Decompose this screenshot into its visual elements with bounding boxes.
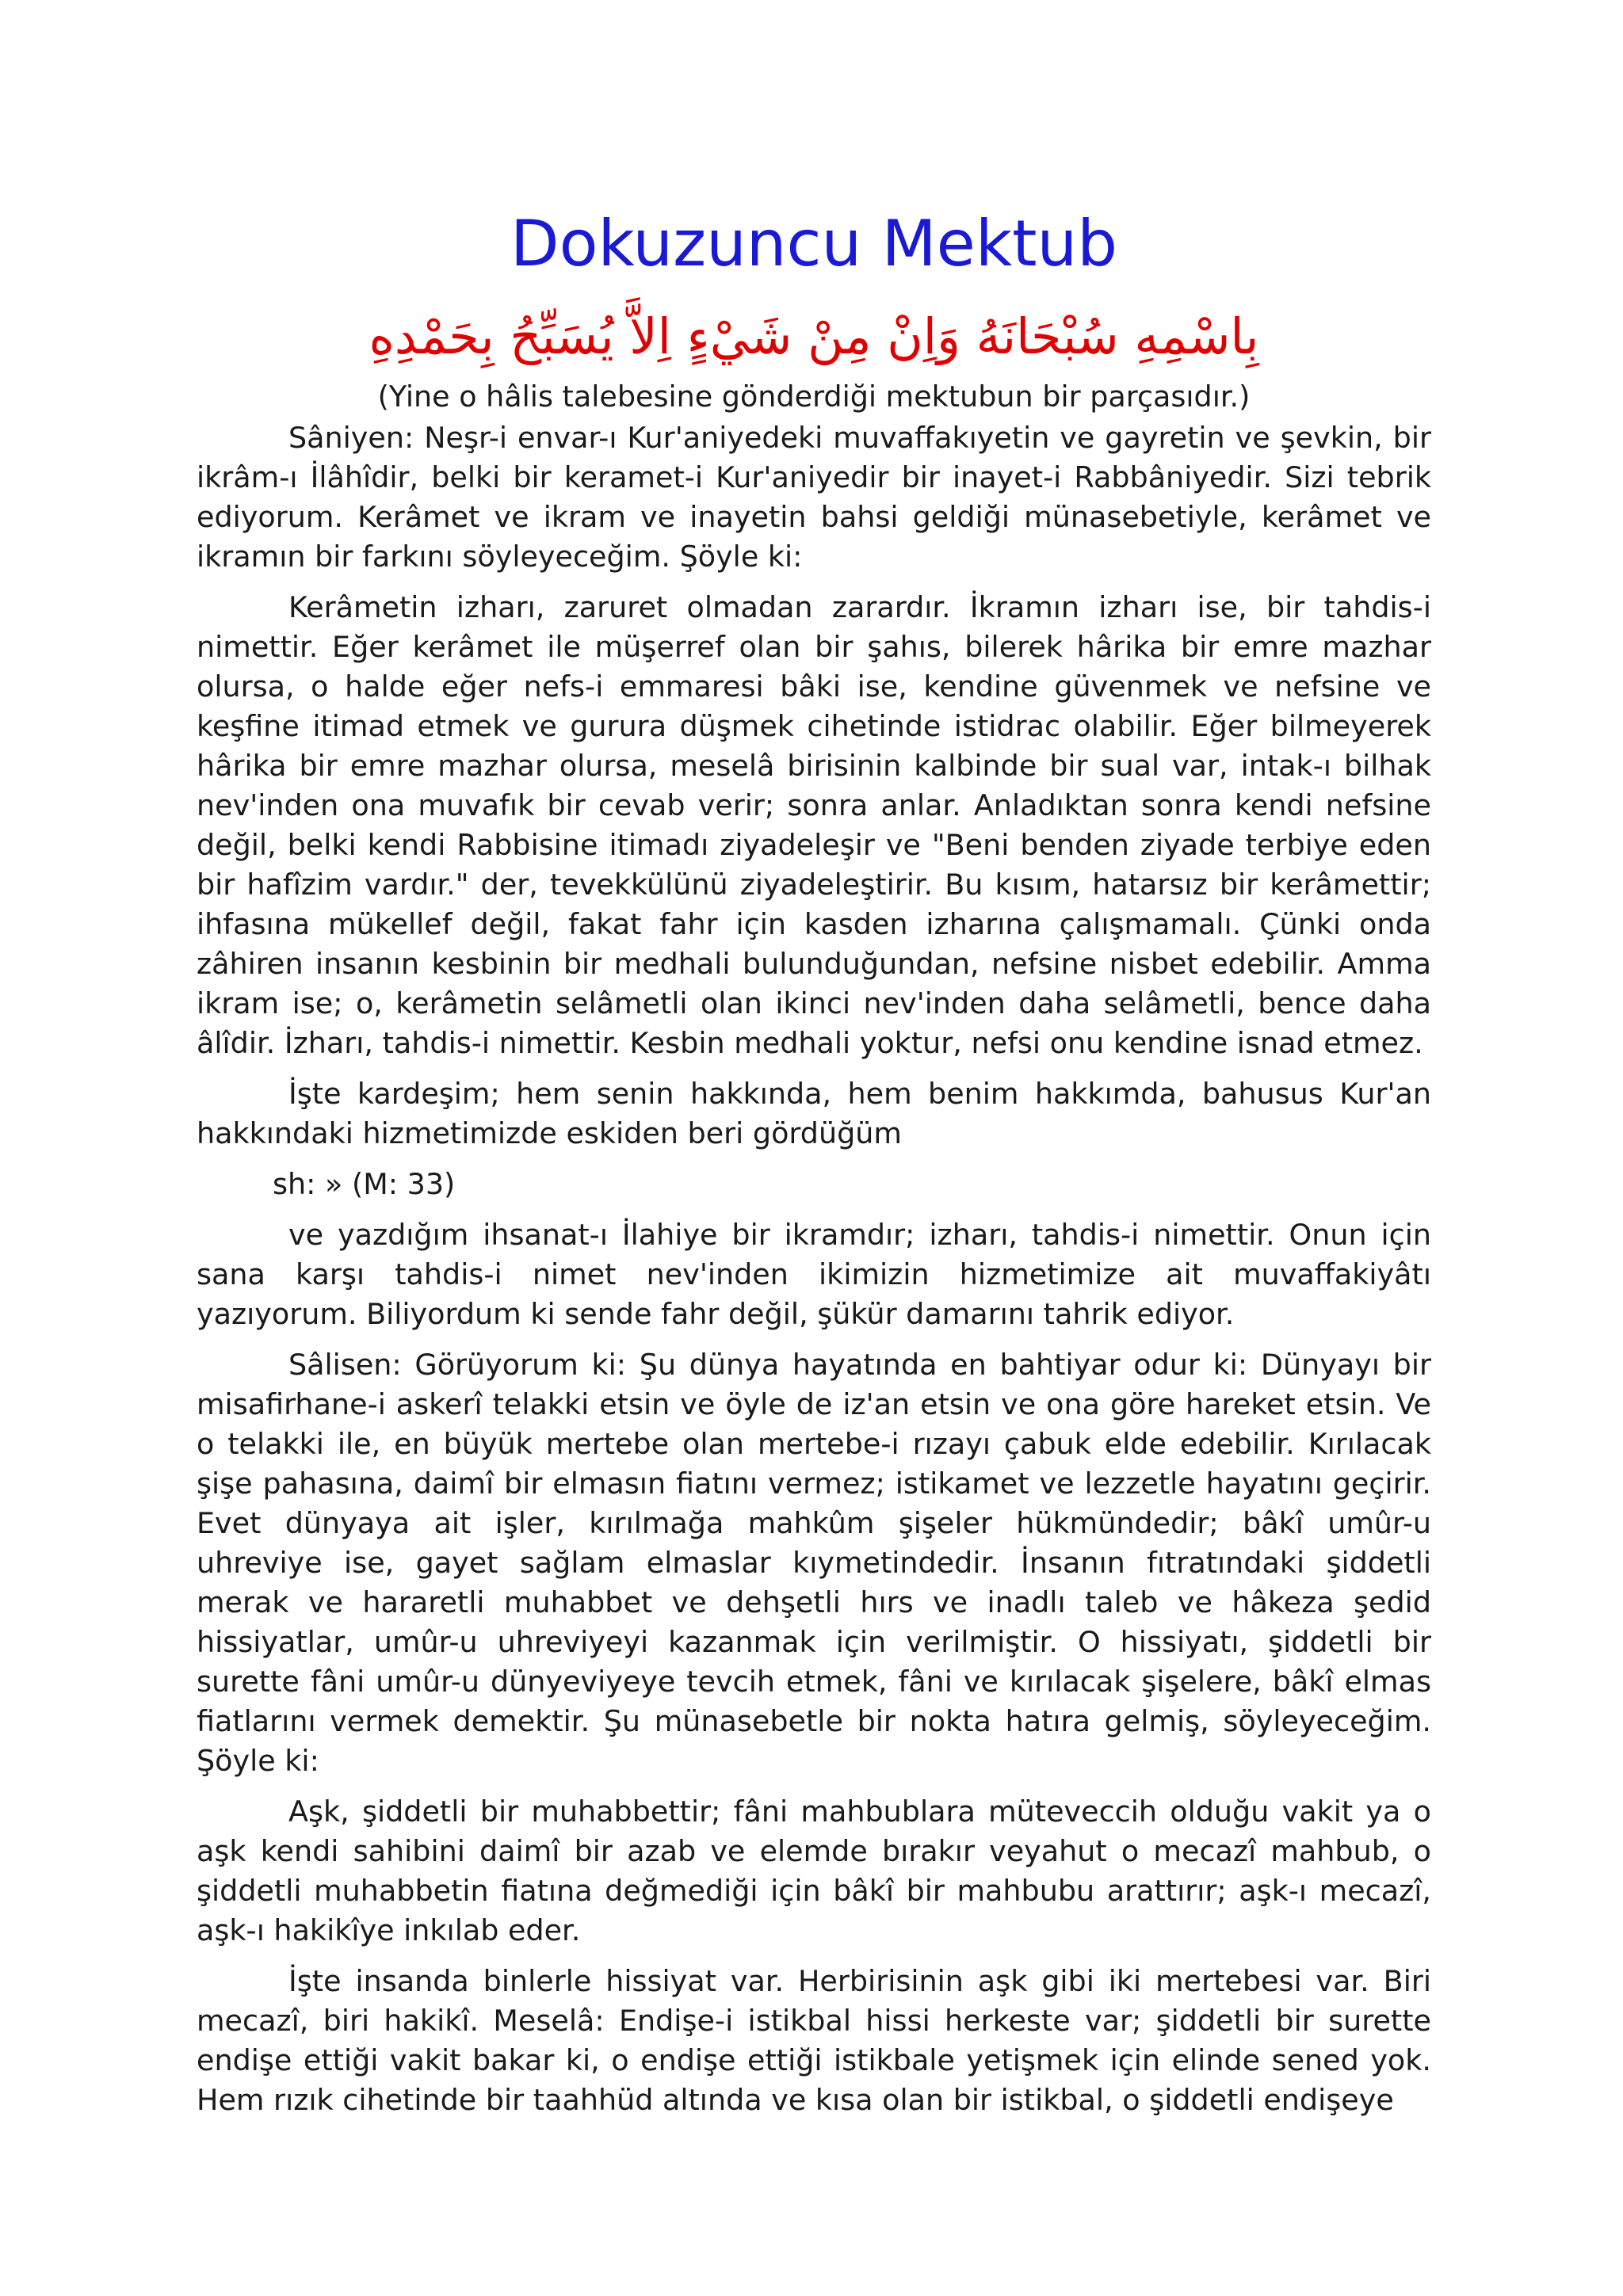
page-reference: sh: » (M: 33)	[273, 1167, 456, 1201]
document-title: Dokuzuncu Mektub	[510, 207, 1118, 280]
paragraph-salisen: Sâlisen: Görüyorum ki: Şu dünya hayatında en bahtiyar odur ki: Dünyayı bir misafirhane-i askerî telakki etsin ve öyle de iz'an etsin ve ona göre hareket etsin. Ve o telakki ile, en büyük mertebe olan mertebe-i rızayı çabuk elde edebilir. Kırılacak şişe pahasına, daimî bir elmasın fiatını vermez; istikamet ve lezzetle hayatını geçirir. Evet dünyaya ait işler, kırılmağa mahkûm şişeler hükmündedir; bâkî umûr-u uhreviye ise, gayet sağlam elmaslar kıymetindedir. İnsanın fıtratındaki şiddetli merak ve hararetli muhabbet ve dehşetli hırs ve inadlı taleb ve hâkeza şedid hissiyatlar, umûr-u uhreviyeyi kazanmak için verilmiştir. O hissiyatı, şiddetli bir surette fâni umûr-u dünyeviyeye tevcih etmek, fâni ve kırılacak şişelere, bâkî elmas fiatlarını vermek demektir. Şu münasebetle bir nokta hatıra gelmiş, söyleyeceğim. Şöyle ki:	[197, 1348, 1431, 1778]
paragraph-ask: Aşk, şiddetli bir muhabbettir; fâni mahbublara müteveccih olduğu vakit ya o aşk kendi sahibini daimî bir azab ve elemde bırakır veyahut o mecazî mahbub, o şiddetli muhabbetin fiatına değmediği için bâkî bir mahbubu arattırır; aşk-ı mecazî, aşk-ı hakikîye inkılab eder.	[197, 1794, 1431, 1947]
paragraph-continuation: ve yazdığım ihsanat-ı İlahiye bir ikramdır; izharı, tahdis-i nimettir. Onun için sana karşı tahdis-i nimet nev'inden ikimizin hizmetimize ait muvaffakiyâtı yazıyorum. Biliyordum ki sende fahr değil, şükür damarını tahrik ediyor.	[197, 1218, 1431, 1331]
arabic-header: بِاسْمِهِ سُبْحَانَهُ وَاِنْ مِنْ شَيْءٍ اِلاَّ يُسَبِّحُ بِحَمْدِهِ	[369, 307, 1259, 365]
page-content	[197, 204, 1431, 2131]
paragraph-iste-kardesim: İşte kardeşim; hem senin hakkında, hem benim hakkımda, bahusus Kur'an hakkındaki hizmetimizde eskiden beri gördüğüm	[197, 1077, 1431, 1150]
paragraph-saniyen: Sâniyen: Neşr-i envar-ı Kur'aniyedeki muvaffakıyetin ve gayretin ve şevkin, bir ikrâm-ı İlâhîdir, belki bir keramet-i Kur'aniyedir bir inayet-i Rabbâniyedir. Sizi tebrik ediyorum. Kerâmet ve ikram ve inayetin bahsi geldiği münasebetiyle, kerâmet ve ikramın bir farkını söyleyeceğim. Şöyle ki:	[197, 421, 1431, 574]
paragraph-keramet: Kerâmetin izharı, zaruret olmadan zarardır. İkramın izharı ise, bir tahdis-i nimettir. Eğer kerâmet ile müşerref olan bir şahıs, bilerek hârika bir emre mazhar olursa, o halde eğer nefs-i emmaresi bâki ise, kendine güvenmek ve nefsine ve keşfine itimad etmek ve gurura düşmek cihetinde istidrac olabilir. Eğer bilmeyerek hârika bir emre mazhar olursa, meselâ birisinin kalbinde bir sual var, intak-ı bilhak nev'inden ona muvafık bir cevab verir; sonra anlar. Anladıktan sonra kendi nefsine değil, belki kendi Rabbisine itimadı ziyadeleşir ve "Beni benden ziyade terbiye eden bir hafîzim vardır." der, tevekkülünü ziyadeleştirir. Bu kısım, hatarsız bir kerâmettir; ihfasına mükellef değil, fakat fahr için kasden izharına çalışmamalı. Çünki onda zâhiren insanın kesbinin bir medhali bulunduğundan, nefsine nisbet edebilir. Amma ikram ise; o, kerâmetin selâmetli olan ikinci nev'inden daha selâmetli, bence daha âlîdir. İzharı, tahdis-i nimettir. Kesbin medhali yoktur, nefsi onu kendine isnad etmez.	[197, 590, 1431, 1060]
document-subtitle: (Yine o hâlis talebesine gönderdiği mektubun bir parçasıdır.)	[377, 379, 1251, 414]
paragraph-iste-insanda: İşte insanda binlerle hissiyat var. Herbirisinin aşk gibi iki mertebesi var. Biri mecazî, biri hakikî. Meselâ: Endişe-i istikbal hissi herkeste var; şiddetli bir surette endişe ettiği vakit bakar ki, o endişe ettiği istikbale yetişmek için elinde sened yok. Hem rızık cihetinde bir taahhüd altında ve kısa olan bir istikbal, o şiddetli endişeye	[197, 1964, 1431, 2117]
